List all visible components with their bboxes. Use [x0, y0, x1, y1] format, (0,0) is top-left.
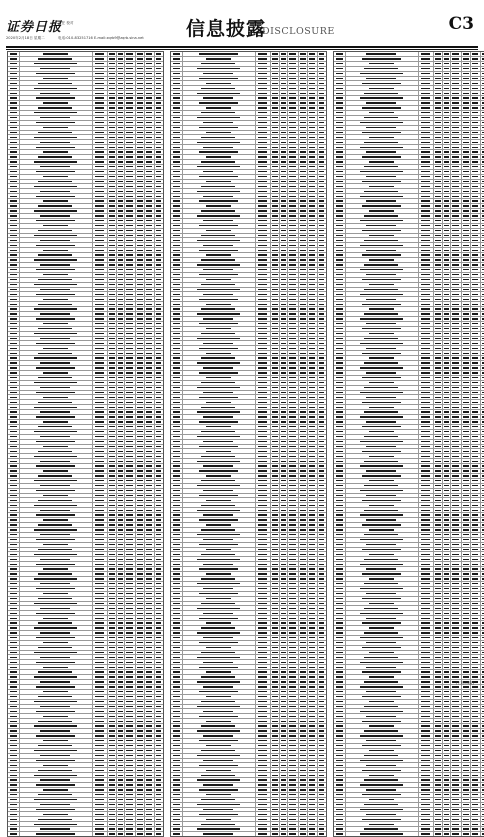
section-title-english: DISCLOSURE — [262, 26, 335, 37]
section-title: 信息披露 — [186, 18, 267, 40]
disclosure-table-column-2 — [170, 51, 327, 837]
disclosure-table-column-3 — [333, 51, 484, 837]
table-row — [334, 832, 484, 836]
date-line: 2020年2月18日 星期二 — [6, 36, 45, 40]
newspaper-logo: 证券日报 — [6, 20, 63, 35]
header-rule — [6, 46, 478, 48]
issue-info: 责任 校对 — [58, 21, 74, 25]
continued-note: (下转C4版) — [455, 681, 474, 685]
table-row — [8, 832, 163, 836]
contact-line: 电话:010-83251716 E-mail:zqrb9@zqrb.sina.net — [58, 36, 144, 40]
disclosure-table-column-1 — [7, 51, 164, 837]
masthead — [6, 14, 478, 44]
page-number: C3 — [448, 14, 474, 34]
table-row — [171, 832, 326, 836]
header-rule-thin — [6, 49, 478, 50]
